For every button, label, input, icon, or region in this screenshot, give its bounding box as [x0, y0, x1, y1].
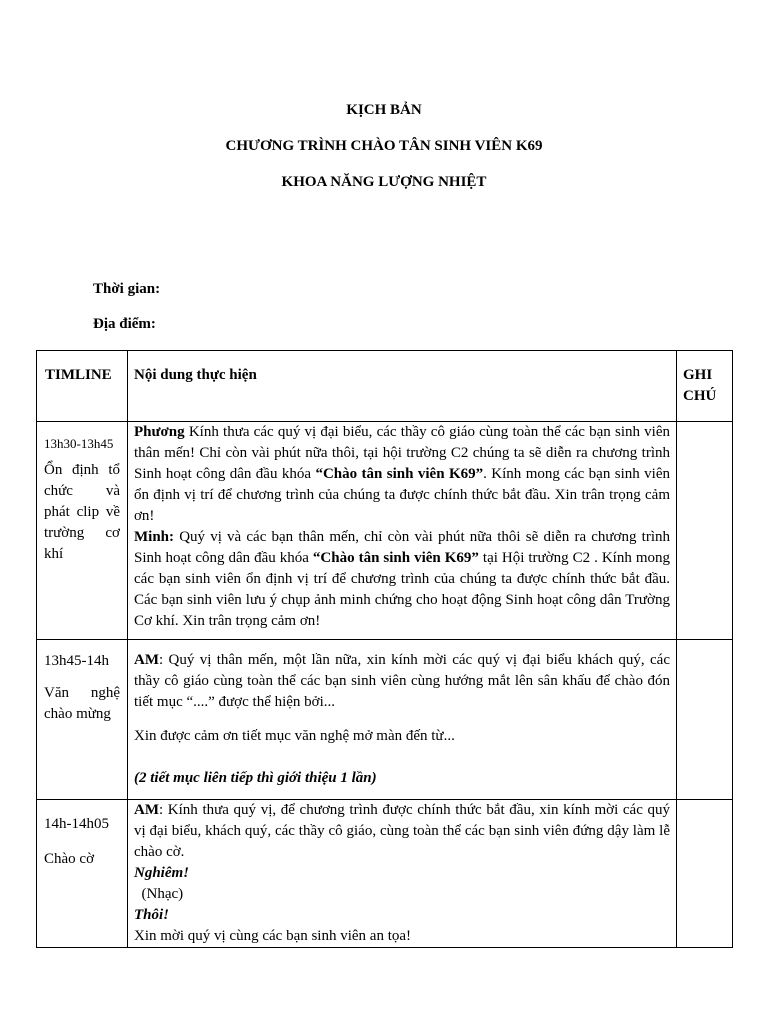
speech-text: Xin được cảm ơn tiết mục văn nghệ mở màn đến từ... [134, 728, 455, 744]
title-program: CHƯƠNG TRÌNH CHÀO TÂN SINH VIÊN K69 [225, 138, 543, 154]
command-text: Nghiêm! [134, 865, 190, 881]
col-content-header: Nội dung thực hiện [128, 351, 677, 422]
content-cell [128, 800, 677, 948]
command-text: Thôi! [134, 907, 170, 923]
row-time: 13h30-13h45 [44, 436, 114, 451]
place-label: Địa điểm: [93, 316, 156, 332]
speech-text: Quý vị và các bạn thân mến, chỉ còn vài phút nữa thôi sẽ diễn ra chương trình Sinh hoạt công dân đầu khóa [134, 529, 670, 566]
stage-note: (2 tiết mục liên tiếp thì giới thiệu 1 lần) [134, 770, 377, 786]
timeline-cell [37, 800, 128, 948]
program-name: “Chào tân sinh viên K69” [315, 466, 484, 482]
timeline-cell [37, 422, 128, 640]
script-table [36, 350, 733, 948]
speech-text: tại Hội trường C2 . Kính mong các bạn sinh viên ổn định vị trí để chương trình của chúng ta được chính thức bắt đầu. Các bạn sinh viên lưu ý chụp ảnh minh chứng cho hoạt động Sinh hoạt công dân Trường Cơ khí. Xin trân trọng cảm ơn! [134, 550, 670, 629]
title-department: KHOA NĂNG LƯỢNG NHIỆT [281, 174, 487, 190]
table-row [37, 800, 733, 948]
title-script: KỊCH BẢN [346, 102, 422, 118]
time-label: Thời gian: [93, 281, 161, 297]
table-row [37, 640, 733, 800]
row-time: 14h-14h05 [44, 816, 109, 832]
speech-text: : Kính thưa quý vị, để chương trình được chính thức bắt đầu, xin kính mời các quý vị đại biểu, khách quý, các thầy cô giáo, cùng toàn thể các bạn sinh viên đứng dậy làm lễ chào cờ. [134, 802, 670, 860]
note-cell [677, 800, 733, 948]
speech-text: Xin mời quý vị cùng các bạn sinh viên an tọa! [134, 928, 412, 944]
row-activity: Văn nghệ chào mừng [44, 685, 120, 722]
speaker-name: Minh: [134, 529, 175, 545]
speaker-name: AM [134, 802, 159, 818]
speech-text: : Quý vị thân mến, một lần nữa, xin kính mời các quý vị đại biểu khách quý, các thầy cô giáo cùng toàn thể các bạn sinh viên cùng hướng mắt lên sân khấu để chào đón tiết mục “....” được thể hiện bởi... [134, 652, 670, 710]
program-name: “Chào tân sinh viên K69” [312, 550, 479, 566]
stage-note: (Nhạc) [134, 886, 184, 902]
table-header-row [37, 351, 733, 422]
content-cell [128, 422, 677, 640]
speech-text: . Kính mong các bạn sinh viên ổn định vị trí để chương trình của chúng ta được chính thức bắt đầu. Xin trân trọng cảm ơn! [134, 466, 670, 524]
content-cell [128, 640, 677, 800]
table-row [37, 422, 733, 640]
speaker-name: Phương [134, 424, 185, 440]
speaker-name: AM [134, 652, 159, 668]
row-activity: Ổn định tổ chức và phát clip về trường cơ khí [44, 462, 120, 562]
row-time: 13h45-14h [44, 653, 109, 669]
note-cell [677, 640, 733, 800]
speech-text: Kính thưa các quý vị đại biểu, các thầy cô giáo cùng toàn thể các bạn sinh viên thân mến! Chỉ còn vài phút nữa thôi, tại hội trường C2 chúng ta sẽ diễn ra chương trình Sinh hoạt công dân đầu khóa [134, 424, 670, 482]
col-note-header: GHI CHÚ [677, 351, 733, 422]
timeline-cell [37, 640, 128, 800]
note-cell [677, 422, 733, 640]
row-activity: Chào cờ [44, 851, 95, 867]
col-timeline-header: TIMLINE [37, 351, 128, 422]
